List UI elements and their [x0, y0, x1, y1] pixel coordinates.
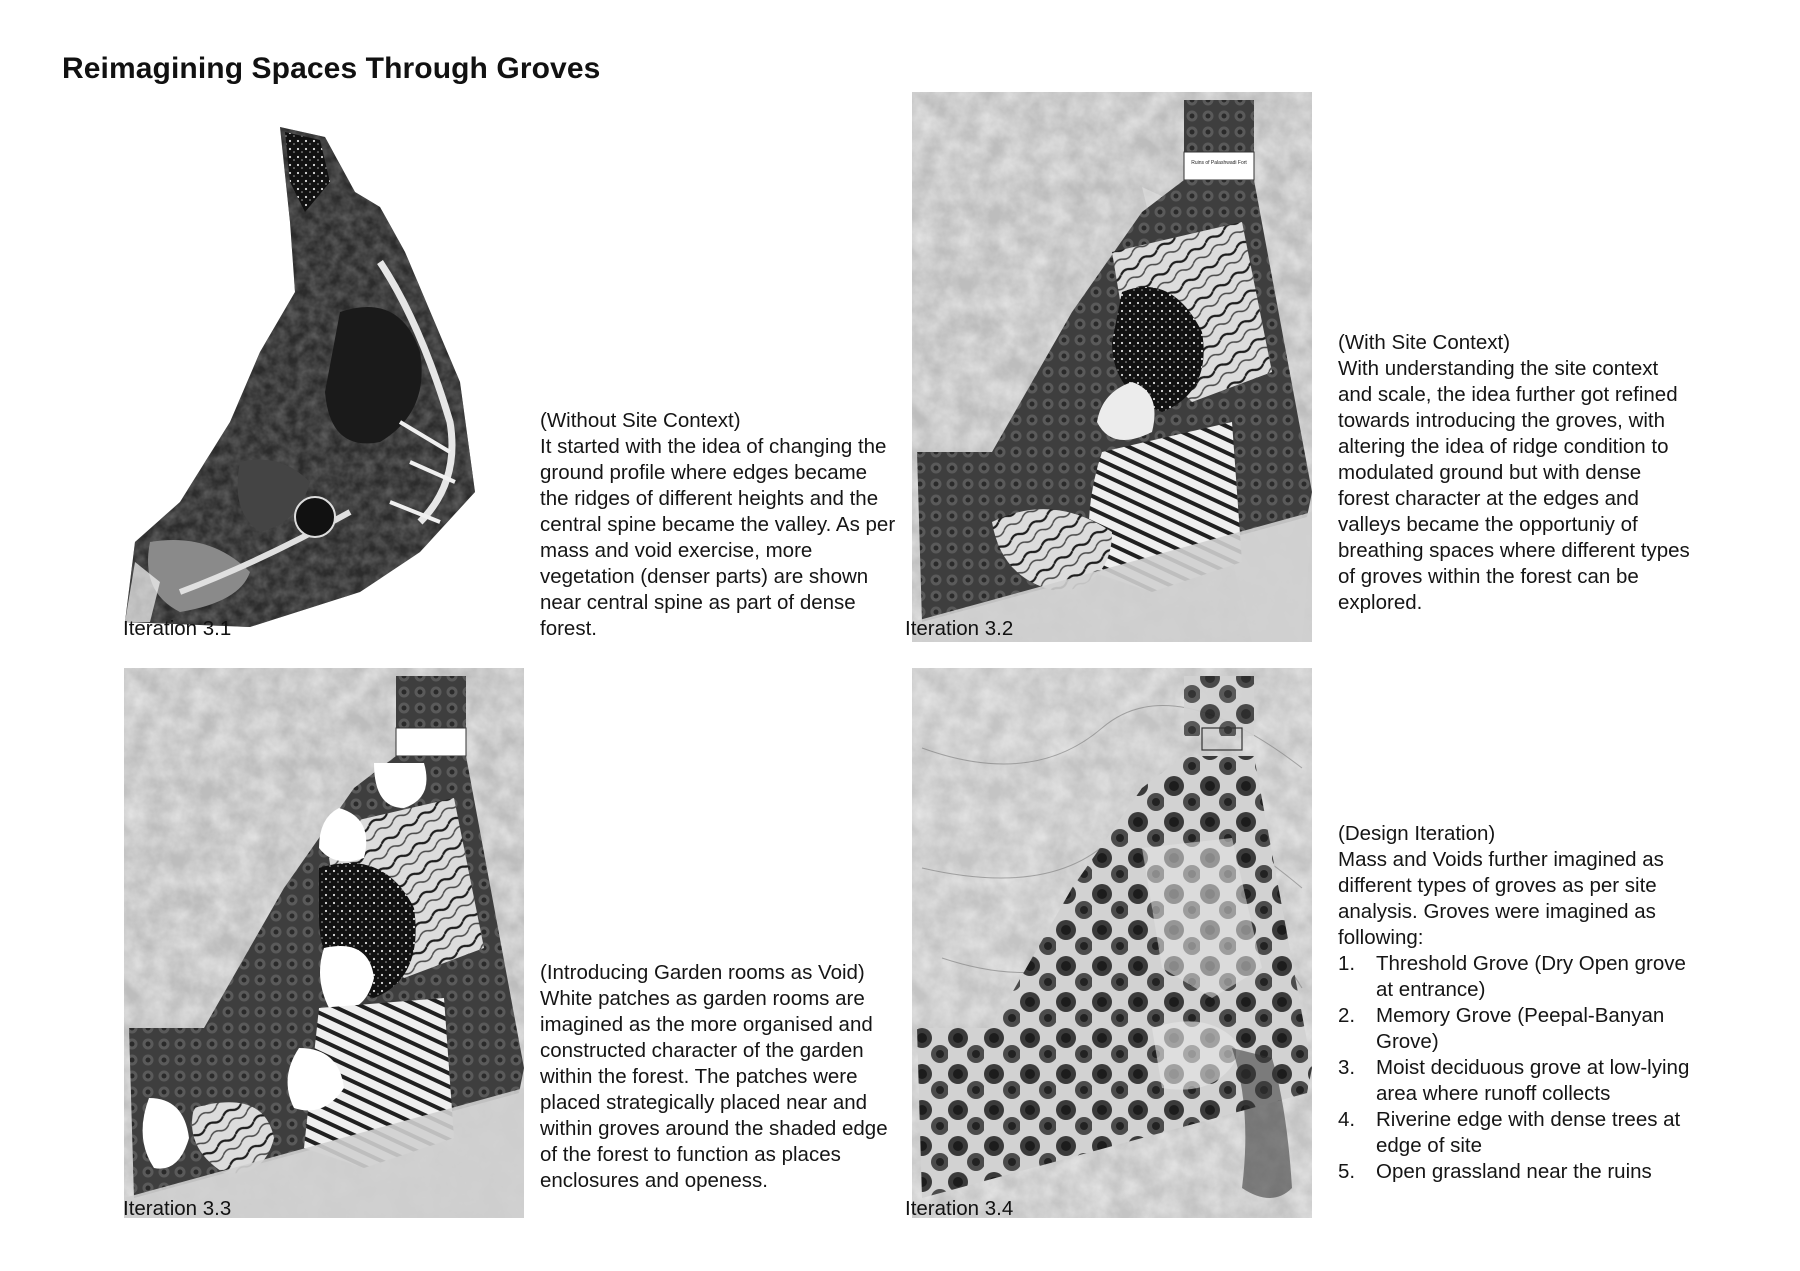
list-item: [1338, 1107, 1698, 1159]
iteration-3-2-map: [912, 92, 1312, 642]
list-item: [1338, 1055, 1698, 1107]
block-heading: (Introducing Garden rooms as Void): [540, 961, 865, 984]
block-heading: (Without Site Context): [540, 409, 741, 432]
list-text: Threshold Grove (Dry Open grove at entrance): [1376, 952, 1686, 1001]
list-number: 4.: [1338, 1108, 1356, 1131]
list-number: 3.: [1338, 1056, 1356, 1079]
block-body: Mass and Voids further imagined as different types of groves as per site analysis. Groves were imagined as following:: [1338, 848, 1664, 949]
block-body: With understanding the site context and scale, the idea further got refined towards introducing the groves, with altering the idea of ridge condition to modulated ground but with dense forest character at the edges and valleys became the opportuniy of breathing spaces where different types of groves within the forest can be explored.: [1338, 357, 1690, 614]
list-item: [1338, 1159, 1698, 1185]
list-number: 5.: [1338, 1160, 1356, 1183]
iteration-3-4-description: [1338, 821, 1698, 1185]
list-text: Moist deciduous grove at low-lying area where runoff collects: [1376, 1056, 1690, 1105]
iteration-3-1-description: [540, 408, 900, 642]
page-title: Reimagining Spaces Through Groves: [62, 52, 601, 85]
list-text: Riverine edge with dense trees at edge of site: [1376, 1108, 1681, 1157]
iteration-3-2-description: [1338, 330, 1698, 616]
list-number: 2.: [1338, 1004, 1356, 1027]
block-body: White patches as garden rooms are imagined as the more organised and constructed character of the garden within the forest. The patches were placed strategically placed near and within groves around the shaded edge of the forest to function as places enclosures and openess.: [540, 987, 888, 1192]
block-heading: (With Site Context): [1338, 331, 1511, 354]
iteration-3-3-map: [124, 668, 524, 1218]
list-number: 1.: [1338, 952, 1356, 975]
iteration-3-1-caption: Iteration 3.1: [123, 617, 232, 640]
block-heading: (Design Iteration): [1338, 822, 1496, 845]
iteration-3-2-caption: Iteration 3.2: [905, 617, 1014, 640]
iteration-3-3-description: [540, 960, 910, 1194]
iteration-3-4-map: [912, 668, 1312, 1218]
list-item: [1338, 951, 1698, 1003]
iteration-3-4-caption: Iteration 3.4: [905, 1197, 1014, 1220]
list-text: Memory Grove (Peepal-Banyan Grove): [1376, 1004, 1665, 1053]
iteration-3-1-map: [120, 122, 500, 627]
block-body: It started with the idea of changing the ground profile where edges became the ridges of different heights and the central spine became the valley. As per mass and void exercise, more vegetation (denser parts) are shown near central spine as part of dense forest.: [540, 435, 896, 640]
list-text: Open grassland near the ruins: [1376, 1160, 1652, 1183]
site-label: Ruins of Palashwadi Fort: [1191, 160, 1247, 166]
list-item: [1338, 1003, 1698, 1055]
iteration-3-3-caption: Iteration 3.3: [123, 1197, 232, 1220]
groves-list: [1338, 951, 1698, 1185]
